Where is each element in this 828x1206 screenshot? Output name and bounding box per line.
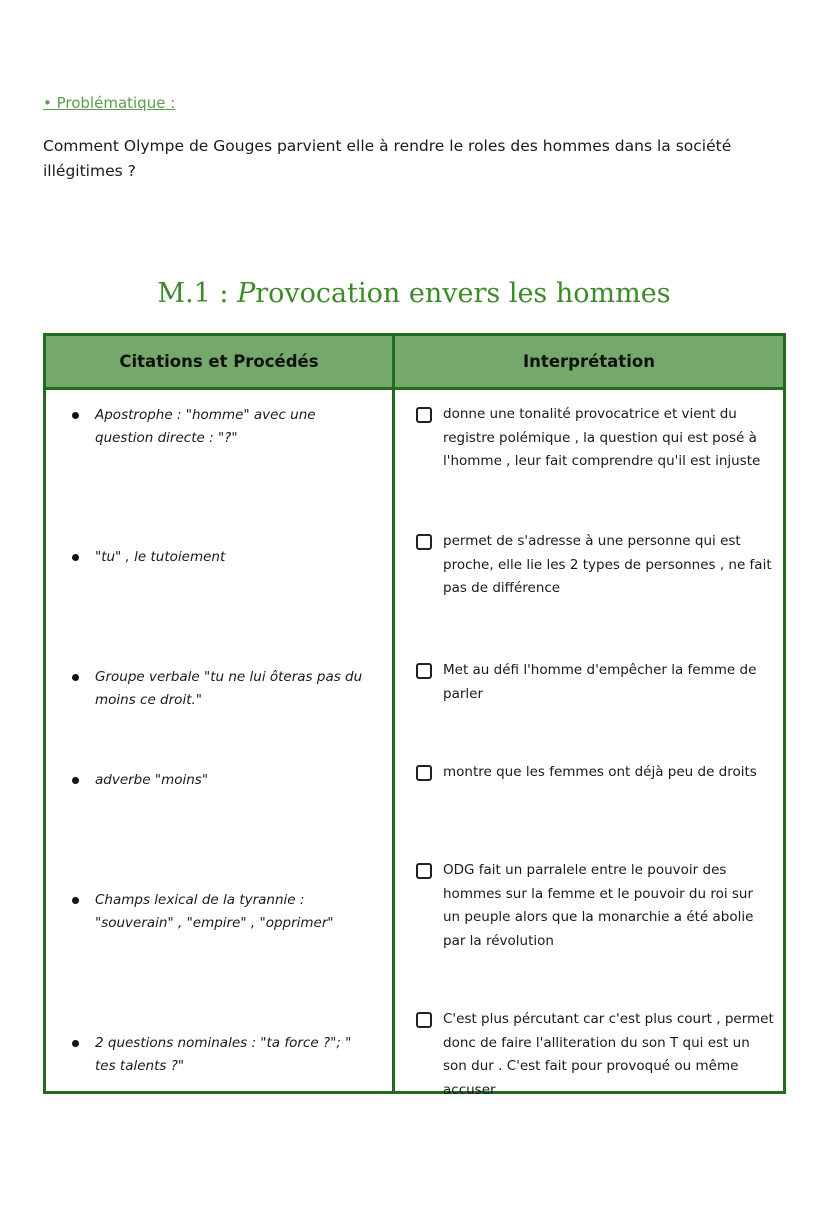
table-header (46, 336, 783, 390)
citation-item (72, 889, 372, 935)
interpretation-text: Met au défi l'homme d'empêcher la femme de parler (443, 662, 757, 702)
section-title-initial: P (237, 278, 256, 309)
bullet-icon (72, 1040, 79, 1047)
checkbox-icon[interactable] (416, 407, 432, 423)
citation-text: Champs lexical de la tyrannie : "souverain" , "empire" , "opprimer" (95, 892, 334, 931)
interpretation-item (416, 1008, 774, 1102)
interpretation-text: permet de s'adresse à une personne qui est proche, elle lie les 2 types de personnes , ne fait pas de différence (443, 533, 772, 596)
checkbox-icon[interactable] (416, 863, 432, 879)
bullet-icon (72, 554, 79, 561)
analysis-table (43, 333, 786, 1098)
header-citations: Citations et Procédés (119, 352, 319, 371)
citation-text: "tu" , le tutoiement (95, 549, 226, 565)
citation-item (72, 546, 372, 569)
citation-text: Apostrophe : "homme" avec une question directe : "?" (95, 407, 316, 446)
bullet-icon (72, 674, 79, 681)
bullet-icon (72, 777, 79, 784)
interpretation-text: ODG fait un parralele entre le pouvoir des hommes sur la femme et le pouvoir du roi sur un peuple alors que la monarchie a été abolie par la révolution (443, 862, 754, 949)
citation-item (72, 404, 372, 450)
citation-item (72, 769, 372, 792)
citation-item (72, 666, 372, 712)
bullet-icon (72, 412, 79, 419)
checkbox-icon[interactable] (416, 663, 432, 679)
interpretation-text: montre que les femmes ont déjà peu de droits (443, 764, 757, 780)
section-heading (0, 278, 828, 309)
checkbox-icon[interactable] (416, 534, 432, 550)
bullet-icon (72, 897, 79, 904)
section-title-rest: rovocation envers les hommes (255, 278, 671, 309)
citation-item (72, 1032, 372, 1078)
section-prefix: M.1 : (157, 278, 238, 309)
interpretation-item (416, 530, 774, 601)
column-divider (392, 336, 395, 1091)
citation-text: 2 questions nominales : "ta force ?"; " tes talents ?" (95, 1035, 352, 1074)
checkbox-icon[interactable] (416, 1012, 432, 1028)
interpretation-item (416, 761, 774, 785)
problematique-label: • Problématique : (43, 94, 176, 112)
interpretation-text: C'est plus pércutant car c'est plus court , permet donc de faire l'alliteration du son T qui est un son dur . C'est fait pour provoqué ou même accuser (443, 1011, 774, 1098)
problematique-question: Comment Olympe de Gouges parvient elle à rendre le roles des hommes dans la société illégitimes ? (43, 137, 732, 180)
header-interpretation: Interprétation (523, 352, 655, 371)
citation-text: adverbe "moins" (95, 772, 209, 788)
citation-text: Groupe verbale "tu ne lui ôteras pas du moins ce droit." (95, 669, 363, 708)
interpretation-item (416, 659, 774, 706)
checkbox-icon[interactable] (416, 765, 432, 781)
interpretation-item (416, 859, 774, 953)
interpretation-item (416, 403, 774, 474)
interpretation-text: donne une tonalité provocatrice et vient du registre polémique , la question qui est posé à l'homme , leur fait comprendre qu'il est injuste (443, 406, 761, 469)
